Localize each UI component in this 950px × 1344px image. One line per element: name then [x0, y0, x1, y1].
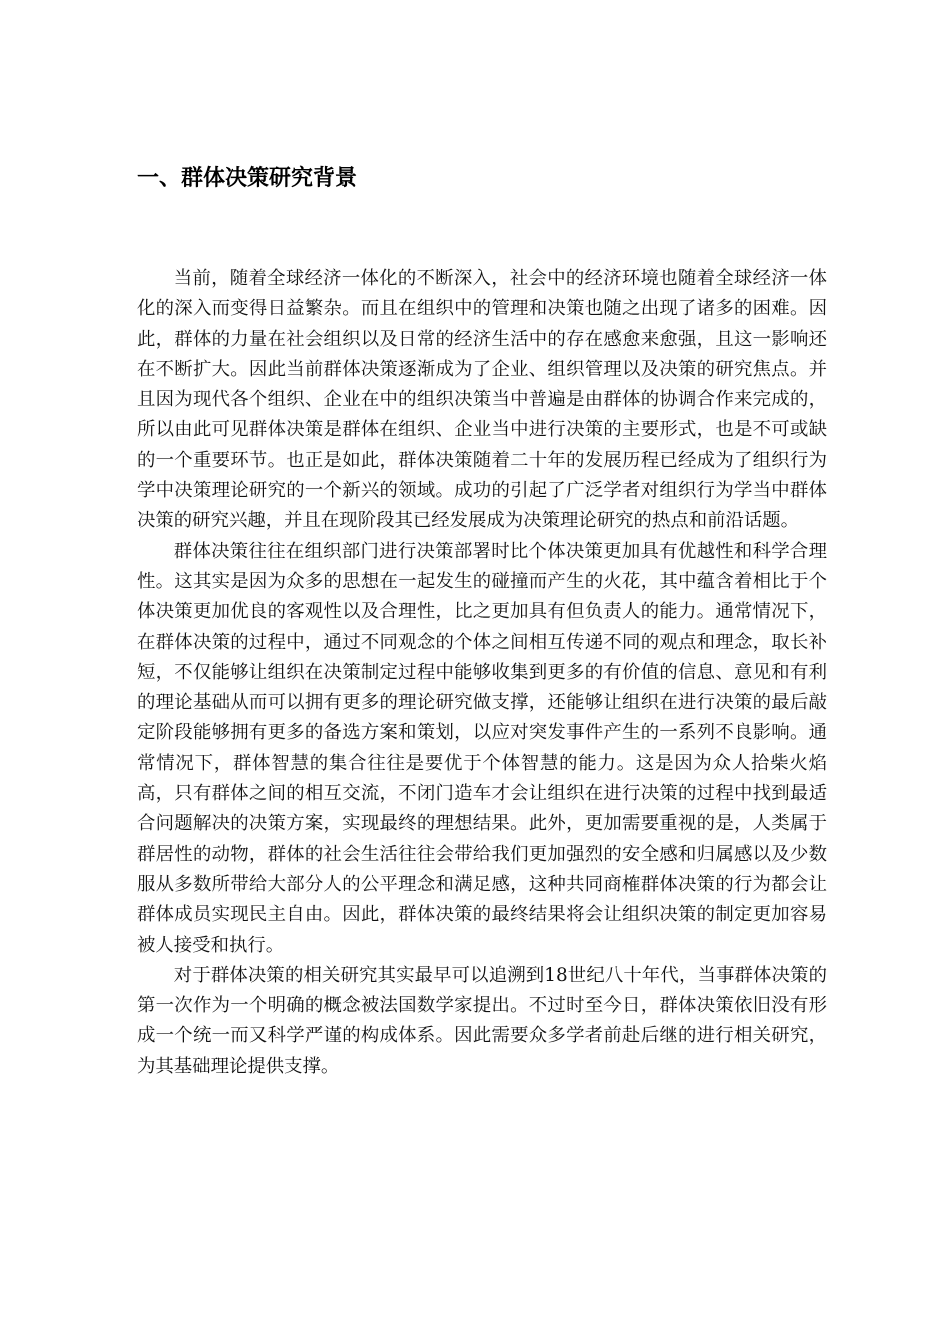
body-text [137, 264, 827, 1082]
paragraph-2: 群体决策往往在组织部门进行决策部署时比个体决策更加具有优越性和科学合理性。这其实是因为众多的思想在一起发生的碰撞而产生的火花，其中蕴含着相比于个体决策更加优良的客观性以及合理性，比之更加具有但负责人的能力。通常情况下，在群体决策的过程中，通过不同观念的个体之间相互传递不同的观点和理念，取长补短，不仅能够让组织在决策制定过程中能够收集到更多的有价值的信息、意见和有利的理论基础从而可以拥有更多的理论研究做支撑，还能够让组织在进行决策的最后敲定阶段能够拥有更多的备选方案和策划，以应对突发事件产生的一系列不良影响。通常情况下，群体智慧的集合往往是要优于个体智慧的能力。这是因为众人拾柴火焰高，只有群体之间的相互交流，不闭门造车才会让组织在进行决策的过程中找到最适合问题解决的决策方案，实现最终的理想结果。此外，更加需要重视的是，人类属于群居性的动物，群体的社会生活往往会带给我们更加强烈的安全感和归属感以及少数服从多数所带给大部分人的公平理念和满足感，这种共同商榷群体决策的行为都会让群体成员实现民主自由。因此，群体决策的最终结果将会让组织决策的制定更加容易被人接受和执行。 [137, 540, 827, 956]
paragraph-3: 对于群体决策的相关研究其实最早可以追溯到18世纪八十年代，当事群体决策的第一次作为一个明确的概念被法国数学家提出。不过时至今日，群体决策依旧没有形成一个统一而又科学严谨的构成体系。因此需要众多学者前赴后继的进行相关研究，为其基础理论提供支撑。 [137, 964, 827, 1077]
section-heading: 一、群体决策研究背景 [137, 166, 358, 191]
paragraph-1: 当前，随着全球经济一体化的不断深入，社会中的经济环境也随着全球经济一体化的深入而变得日益繁杂。而且在组织中的管理和决策也随之出现了诸多的困难。因此，群体的力量在社会组织以及日常的经济生活中的存在感愈来愈强，且这一影响还在不断扩大。因此当前群体决策逐渐成为了企业、组织管理以及决策的研究焦点。并且因为现代各个组织、企业在中的组织决策当中普遍是由群体的协调合作来完成的，所以由此可见群体决策是群体在组织、企业当中进行决策的主要形式，也是不可或缺的一个重要环节。也正是如此，群体决策随着二十年的发展历程已经成为了组织行为学中决策理论研究的一个新兴的领域。成功的引起了广泛学者对组织行为学当中群体决策的研究兴趣，并且在现阶段其已经发展成为决策理论研究的热点和前沿话题。 [137, 268, 827, 532]
